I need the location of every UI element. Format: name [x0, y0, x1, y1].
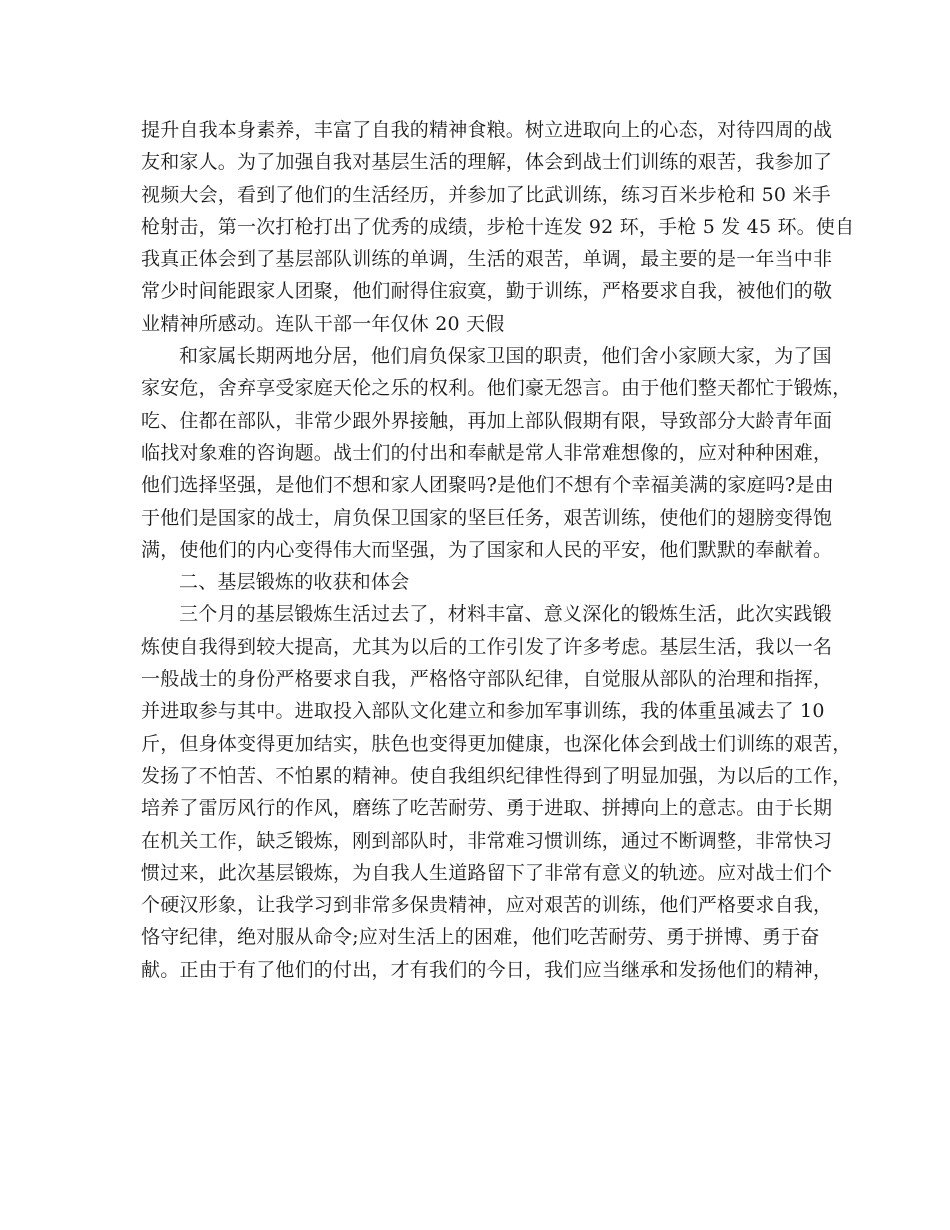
- text-line: 提升自我本身素养，丰富了自我的精神食粮。树立进取向上的心态，对待四周的战: [141, 119, 833, 141]
- section-heading: 二、基层锻炼的收获和体会: [179, 571, 410, 594]
- text-line: 培养了雷厉风行的作风，磨练了吃苦耐劳、勇于进取、拼搏向上的意志。由于长期: [141, 797, 833, 820]
- text-line: 个硬汉形象，让我学习到非常多保贵精神，应对艰苦的训练，他们严格要求自我，: [141, 894, 833, 917]
- text-line: 献。正由于有了他们的付出，才有我们的今日，我们应当继承和发扬他们的精神，: [141, 958, 833, 981]
- text-line: 他们选择坚强，是他们不想和家人团聚吗?是他们不想有个幸福美满的家庭吗?是由: [141, 474, 834, 497]
- text-line: 友和家人。为了加强自我对基层生活的理解，体会到战士们训练的艰苦，我参加了: [141, 151, 833, 174]
- text-line: 并进取参与其中。进取投入部队文化建立和参加军事训练，我的体重虽减去了 10: [141, 700, 825, 723]
- text-line: 视频大会，看到了他们的生活经历，并参加了比武训练，练习百米步枪和 50 米手: [141, 183, 831, 206]
- text-line: 一般战士的身份严格要求自我，严格恪守部队纪律，自觉服从部队的治理和指挥，: [141, 668, 833, 691]
- text-line: 在机关工作，缺乏锻炼，刚到部队时，非常难习惯训练，通过不断调整，非常快习: [141, 829, 833, 852]
- text-line: 业精神所感动。连队干部一年仅休 20 天假: [141, 312, 505, 335]
- text-line: 炼使自我得到较大提高，尤其为以后的工作引发了许多考虑。基层生活，我以一名: [141, 635, 833, 658]
- text-line: 发扬了不怕苦、不怕累的精神。使自我组织纪律性得到了明显加强，为以后的工作，: [141, 764, 852, 787]
- text-line: 常少时间能跟家人团聚，他们耐得住寂寞，勤于训练，严格要求自我，被他们的敬: [141, 280, 833, 303]
- text-line: 临找对象难的咨询题。战士们的付出和奉献是常人非常难想像的，应对种种困难，: [141, 441, 833, 464]
- text-line: 于他们是国家的战士，肩负保卫国家的坚巨任务，艰苦训练，使他们的翅膀变得饱: [141, 506, 833, 529]
- document-body-text: [141, 114, 855, 986]
- paragraph-start-line: 和家属长期两地分居，他们肩负保家卫国的职责，他们舍小家顾大家，为了国: [179, 345, 832, 368]
- text-line: 枪射击，第一次打枪打出了优秀的成绩，步枪十连发 92 环，手枪 5 发 45 环。使自: [141, 215, 855, 238]
- text-line: 吃、住都在部队，非常少跟外界接触，再加上部队假期有限，导致部分大龄青年面: [141, 409, 833, 432]
- text-line: 我真正体会到了基层部队训练的单调，生活的艰苦，单调，最主要的是一年当中非: [141, 248, 833, 271]
- paragraph-start-line: 三个月的基层锻炼生活过去了，材料丰富、意义深化的锻炼生活，此次实践锻: [179, 603, 832, 626]
- text-line: 斤，但身体变得更加结实，肤色也变得更加健康，也深化体会到战士们训练的艰苦，: [141, 732, 852, 755]
- text-line: 惯过来，此次基层锻炼，为自我人生道路留下了非常有意义的轨迹。应对战士们个: [141, 861, 833, 884]
- text-line: 家安危，舍弃享受家庭天伦之乐的权利。他们豪无怨言。由于他们整天都忙于锻炼，: [141, 377, 852, 400]
- text-line: 满，使他们的内心变得伟大而坚强，为了国家和人民的平安，他们默默的奉献着。: [141, 538, 833, 561]
- text-line: 恪守纪律，绝对服从命令;应对生活上的困难，他们吃苦耐劳、勇于拼博、勇于奋: [141, 926, 820, 949]
